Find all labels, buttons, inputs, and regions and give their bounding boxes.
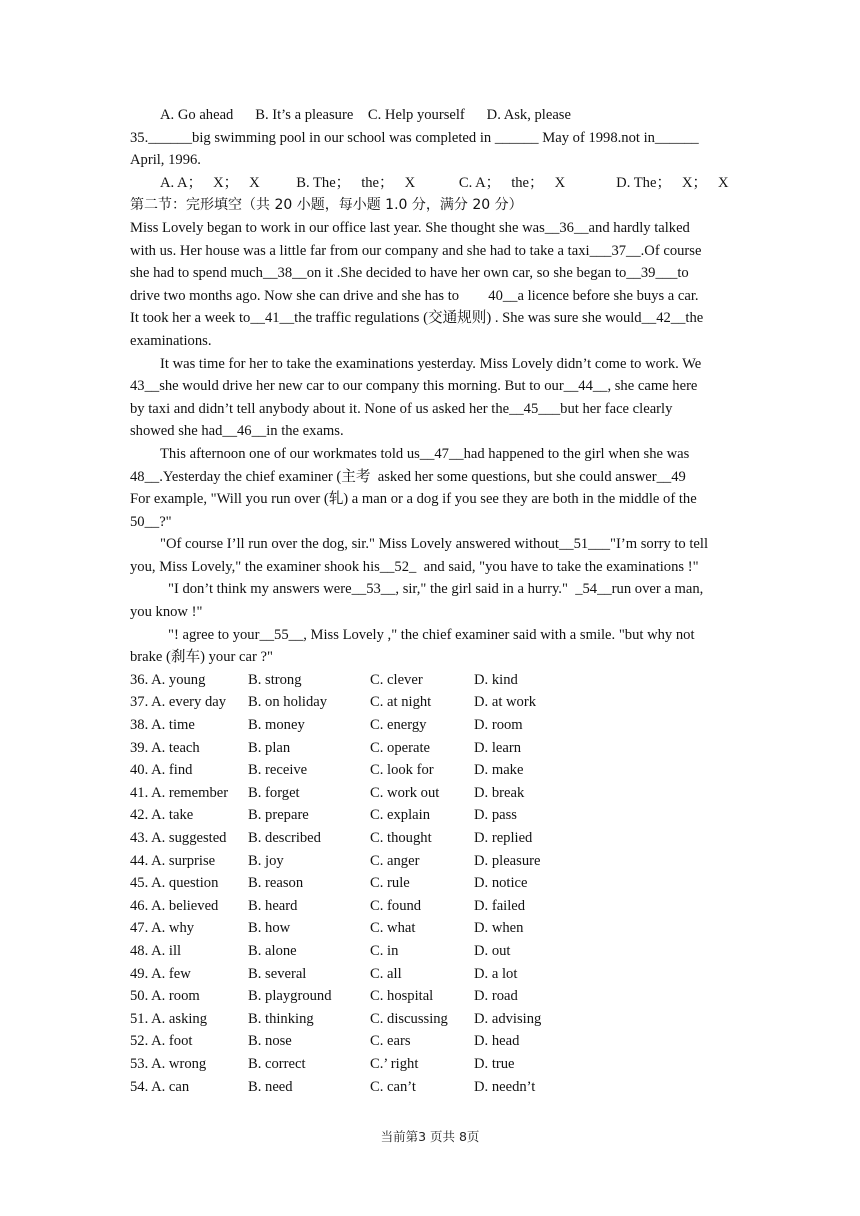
option-d: D. at work — [474, 694, 537, 711]
option-b: B. correct — [248, 1055, 306, 1072]
option-b: B. plan — [248, 739, 291, 756]
cloze-paragraph-1 — [130, 217, 732, 353]
option-c: C. found — [370, 897, 422, 914]
option-a: 39. A. teach — [130, 739, 200, 756]
passage-line: brake (刹车) your car ?" — [130, 649, 273, 666]
option-c: C. rule — [370, 875, 410, 892]
option-c: C. at night — [370, 694, 432, 711]
q35-stem-continued: April, 1996. — [130, 152, 201, 169]
option-c: C. all — [370, 965, 402, 982]
option-a: 42. A. take — [130, 807, 194, 824]
option-d: D. make — [474, 762, 524, 779]
option-d: D. pass — [474, 807, 517, 824]
option-c: C. thought — [370, 830, 432, 846]
option-c: C. look for — [370, 762, 434, 779]
section-heading: 第二节：完形填空（共 20 小题，每小题 1.0 分，满分 20 分） — [130, 197, 523, 214]
option-b: B. on holiday — [248, 694, 328, 711]
cloze-paragraph-4 — [130, 533, 732, 578]
option-d: D. road — [474, 988, 518, 1005]
q35-stem: 35.______big swimming pool in our school was completed in ______ May of 1998.not in______ — [130, 129, 699, 146]
option-d: D. needn’t — [474, 1078, 536, 1095]
option-b: B. reason — [248, 875, 304, 892]
option-a: 52. A. foot — [130, 1033, 193, 1050]
option-d: D. pleasure — [474, 852, 541, 869]
option-b: B. several — [248, 965, 307, 982]
q34-options: A. Go ahead B. It’s a pleasure C. Help yourself D. Ask, please — [160, 107, 571, 123]
option-row — [130, 737, 732, 760]
option-d: D. kind — [474, 671, 518, 688]
cloze-paragraph-2 — [130, 353, 732, 443]
passage-line: It took her a week to__41__the traffic regulations (交通规则) . She was sure she would__42__the — [130, 310, 704, 327]
option-a: 48. A. ill — [130, 942, 182, 959]
option-b: B. playground — [248, 988, 332, 1005]
option-a: 50. A. room — [130, 988, 200, 1005]
passage-line: This afternoon one of our workmates told us__47__had happened to the girl when she was — [160, 445, 690, 462]
answer-options-list — [130, 669, 732, 1098]
option-b: B. forget — [248, 784, 300, 801]
option-row — [130, 850, 732, 873]
q35-options: A. A； X； X B. The； the； X C. A； the； X D. The； X； X — [160, 174, 729, 191]
cloze-paragraph-3 — [130, 443, 732, 533]
option-d: D. notice — [474, 875, 528, 892]
option-b: B. joy — [248, 852, 284, 869]
option-c: C. work out — [370, 784, 440, 801]
passage-line: by taxi and didn’t tell anybody about it. None of us asked her the__45___but her face clearly — [130, 400, 673, 417]
option-d: D. failed — [474, 897, 526, 914]
option-c: C. explain — [370, 807, 430, 824]
passage-line: It was time for her to take the examinations yesterday. Miss Lovely didn’t come to work. We — [160, 355, 702, 372]
option-d: D. room — [474, 717, 523, 734]
option-row — [130, 895, 732, 918]
passage-line: you, Miss Lovely," the examiner shook his__52_ and said, "you have to take the examinations !" — [130, 558, 699, 575]
passage-line: Miss Lovely began to work in our office last year. She thought she was__36__and hardly talked — [130, 219, 690, 236]
passage-line: examinations. — [130, 332, 212, 349]
option-a: 36. A. young — [130, 671, 206, 688]
option-b: B. thinking — [248, 1010, 314, 1027]
option-b: B. strong — [248, 671, 302, 688]
option-c: C. in — [370, 942, 399, 959]
option-b: B. heard — [248, 897, 298, 914]
option-d: D. a lot — [474, 965, 518, 982]
option-d: D. replied — [474, 830, 533, 846]
option-b: B. prepare — [248, 807, 309, 824]
option-row — [130, 669, 732, 692]
option-a: 54. A. can — [130, 1078, 190, 1095]
cloze-paragraph-6 — [130, 624, 732, 669]
option-b: B. nose — [248, 1033, 292, 1050]
passage-line: she had to spend much__38__on it .She decided to have her own car, so she began to__39___to — [130, 265, 689, 282]
option-d: D. learn — [474, 739, 522, 756]
option-c: C. discussing — [370, 1010, 448, 1027]
option-c: C. anger — [370, 852, 420, 869]
option-a: 38. A. time — [130, 717, 195, 734]
passage-line: showed she had__46__in the exams. — [130, 423, 344, 440]
option-d: D. when — [474, 920, 524, 937]
option-a: 37. A. every day — [130, 694, 227, 711]
option-b: B. alone — [248, 942, 297, 959]
option-row — [130, 917, 732, 940]
passage-line: For example, "Will you run over (轧) a man or a dog if you see they are both in the middle of the — [130, 491, 697, 508]
passage-line: drive two months ago. Now she can drive and she has to 40__a licence before she buys a car. — [130, 287, 699, 304]
option-c: C. ears — [370, 1033, 411, 1050]
option-b: B. money — [248, 717, 305, 734]
option-c: C. energy — [370, 717, 427, 734]
passage-line: 43__she would drive her new car to our company this morning. But to our__44__, she came here — [130, 378, 698, 395]
option-row — [130, 691, 732, 714]
option-row — [130, 1053, 732, 1076]
option-a: 47. A. why — [130, 920, 195, 937]
option-c: C. hospital — [370, 988, 434, 1005]
option-row — [130, 1076, 732, 1099]
option-row — [130, 872, 732, 895]
passage-line: 48__.Yesterday the chief examiner (主考 asked her some questions, but she could answer__49 — [130, 468, 686, 485]
option-row — [130, 804, 732, 827]
option-row — [130, 963, 732, 986]
option-a: 51. A. asking — [130, 1010, 208, 1027]
option-d: D. head — [474, 1033, 520, 1050]
option-d: D. out — [474, 942, 511, 959]
passage-line: "! agree to your__55__, Miss Lovely ," the chief examiner said with a smile. "but why not — [168, 626, 695, 643]
page-footer: 当前第3 页共 8页 — [380, 1129, 480, 1144]
option-c: C.’ right — [370, 1055, 419, 1072]
option-row — [130, 827, 732, 850]
cloze-paragraph-5 — [130, 578, 732, 623]
option-a: 43. A. suggested — [130, 830, 227, 846]
option-row — [130, 985, 732, 1008]
option-b: B. how — [248, 920, 291, 937]
passage-line: "I don’t think my answers were__53__, sir," the girl said in a hurry." _54__run over a man, — [168, 581, 704, 598]
option-c: C. what — [370, 920, 416, 937]
option-a: 49. A. few — [130, 965, 191, 982]
passage-line: with us. Her house was a little far from our company and she had to take a taxi___37__.Of course — [130, 242, 702, 259]
option-c: C. operate — [370, 739, 430, 756]
option-row — [130, 714, 732, 737]
option-b: B. need — [248, 1078, 293, 1095]
option-a: 40. A. find — [130, 762, 193, 779]
option-d: D. break — [474, 784, 525, 801]
option-c: C. can’t — [370, 1078, 416, 1095]
option-row — [130, 940, 732, 963]
option-a: 41. A. remember — [130, 784, 229, 801]
exam-page — [130, 104, 732, 1098]
option-a: 45. A. question — [130, 875, 219, 892]
option-b: B. described — [248, 830, 321, 846]
passage-line: you know !" — [130, 604, 203, 621]
option-row — [130, 1030, 732, 1053]
option-c: C. clever — [370, 671, 423, 688]
option-row — [130, 1008, 732, 1031]
option-row — [130, 759, 732, 782]
option-a: 53. A. wrong — [130, 1055, 207, 1072]
option-d: D. advising — [474, 1010, 542, 1027]
passage-line: "Of course I’ll run over the dog, sir." Miss Lovely answered without__51___"I’m sorry to tell — [160, 536, 709, 553]
option-a: 46. A. believed — [130, 897, 219, 914]
passage-line: 50__?" — [130, 513, 172, 530]
option-a: 44. A. surprise — [130, 852, 216, 869]
option-d: D. true — [474, 1055, 515, 1072]
option-b: B. receive — [248, 762, 308, 779]
option-row — [130, 782, 732, 805]
